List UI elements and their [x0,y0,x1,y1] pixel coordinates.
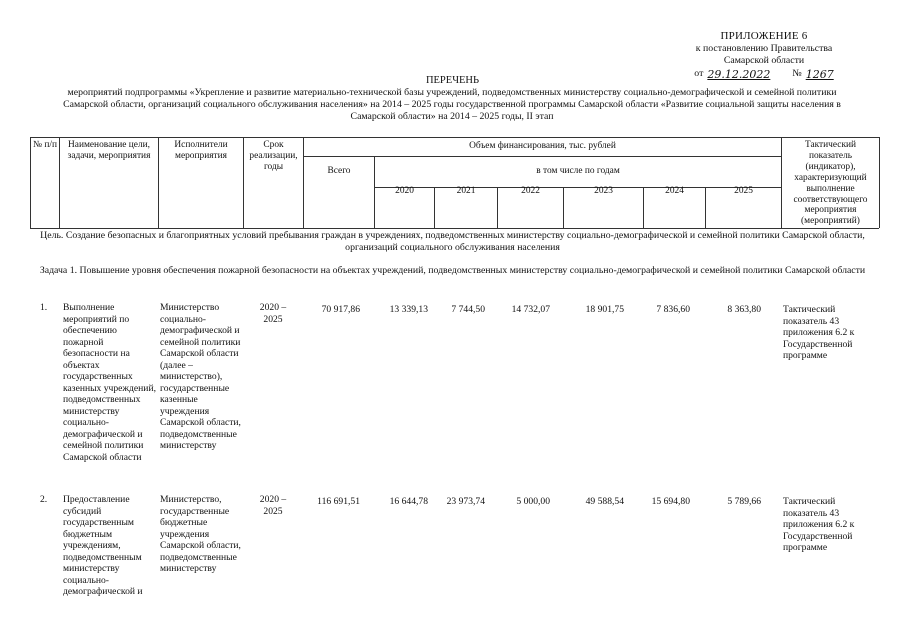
row-executor: Министерство, государственные бюджетные учреждения Самарской области, подведомственные министерству [160,494,241,574]
row-total: 70 917,86 [321,304,360,315]
row-2023: 18 901,75 [585,304,624,315]
row-name: Выполнение мероприятий по обеспечению пожарной безопасности на объектах государственных казенных учреждений, подведомственных министерству социально-демографической и семейной политики Самарской области [63,302,156,463]
row-2024: 15 694,80 [651,496,690,507]
row-2022: 5 000,00 [516,496,550,507]
appendix-title: ПРИЛОЖЕНИЕ 6 [720,30,808,42]
header-year-2021: 2021 [456,186,476,196]
header-by-years: в том числе по годам [536,166,620,176]
goal-text: Цель. Создание безопасных и благоприятных условий пребывания граждан в учреждениях, подведомственных министерству социально-демографической и семейной политики Самарской области, организаций социального обслуживания населения [40,230,865,254]
appendix-line2: Самарской области [723,55,805,67]
row-2021: 7 744,50 [451,304,485,315]
appendix-line1: к постановлению Правительства [695,43,833,55]
row-name: Предоставление субсидий государственным бюджетным учреждениям, подведомственным министерству социально-демографической и [63,494,143,597]
header-year-2023: 2023 [594,186,613,196]
row-2021: 23 973,74 [446,496,485,507]
header-term: Срок реализации, годы [249,140,298,172]
row-2025: 5 789,66 [727,496,761,507]
appendix-date: 29.12.2022 [707,68,771,82]
document-title: ПЕРЕЧЕНЬ [425,75,480,86]
row-2023: 49 588,54 [585,496,624,507]
row-indicator: Тактический показатель 43 приложения 6.2 к Государственной программе [783,304,855,361]
appendix-block [669,30,859,82]
header-name: Наименование цели, задачи, мероприятия [67,140,151,161]
row-term: 2020 – 2025 [259,494,287,517]
header-total: Всего [327,166,351,176]
header-year-2022: 2022 [521,186,540,196]
header-executors: Исполнители мероприятия [174,140,228,161]
row-2022: 14 732,07 [511,304,550,315]
row-num: 2. [40,494,48,505]
row-total: 116 691,51 [317,496,360,507]
header-year-2025: 2025 [734,186,753,196]
row-2025: 8 363,80 [727,304,761,315]
header-num: № п/п [33,140,57,150]
document-subtitle: мероприятий подпрограммы «Укрепление и развитие материально-технической базы учреждений, подведомственных министерству социально-демографической и семейной политики Самарской области, организаций социального обслуживания населения» на 2014 – 2025 годы государственной программы Самарской области «Развитие социальной защиты населения в Самарской области» на 2014 – 2025 годы, II этап [63,87,841,123]
row-executor: Министерство социально-демографической и семейной политики Самарской области (далее – министерство), государственные казенные учреждения Самарской области, подведомственные министерству [160,302,241,451]
row-term: 2020 – 2025 [259,302,287,325]
task-text: Задача 1. Повышение уровня обеспечения пожарной безопасности на объектах учреждений, подведомственных министерству социально-демографической и семейной политики Самарской области [39,265,866,276]
row-2020: 16 644,78 [389,496,428,507]
row-2020: 13 339,13 [389,304,428,315]
row-2024: 7 836,60 [656,304,690,315]
appendix-number-label: № [792,68,802,80]
header-year-2024: 2024 [665,186,684,196]
header-funding: Объем финансирования, тыс. рублей [469,141,616,151]
header-indicator: Тактический показатель (индикатор), характеризующий выполнение соответствующего мероприятия (мероприятий) [793,140,868,227]
row-indicator: Тактический показатель 43 приложения 6.2 к Государственной программе [783,496,855,553]
appendix-number: 1267 [805,68,834,82]
row-num: 1. [40,302,48,313]
header-year-2020: 2020 [395,186,414,196]
appendix-from: от [694,68,704,80]
